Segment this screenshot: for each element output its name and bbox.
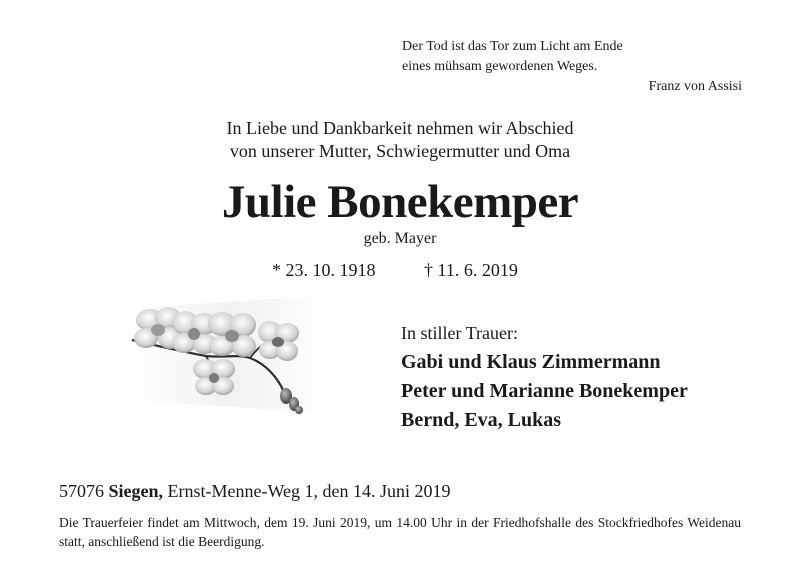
- address-street-date: Ernst-Menne-Weg 1, den 14. Juni 2019: [167, 481, 451, 501]
- quote-line-1: Der Tod ist das Tor zum Licht am Ende: [402, 39, 623, 54]
- maiden-name: geb. Mayer: [363, 230, 437, 247]
- quote-line-2: eines mühsam gewordenen Weges.: [402, 59, 598, 74]
- mourners-block: [401, 318, 688, 435]
- mourners-heading: In stiller Trauer:: [401, 323, 518, 343]
- intro-line-2: von unserer Mutter, Schwiegermutter und Oma: [229, 141, 571, 161]
- mourner-family-1: Gabi und Klaus Zimmermann: [401, 351, 661, 373]
- mourner-family-3: Bernd, Eva, Lukas: [401, 409, 562, 431]
- mourner-family-2: Peter und Marianne Bonekemper: [401, 380, 688, 402]
- birth-date: * 23. 10. 1918: [272, 260, 376, 280]
- deceased-name: Julie Bonekemper: [221, 176, 579, 228]
- death-date: † 11. 6. 2019: [424, 260, 518, 280]
- address-city: Siegen,: [108, 481, 164, 501]
- quote-author: Franz von Assisi: [648, 79, 742, 94]
- life-dates: [0, 258, 800, 282]
- intro-line-1: In Liebe und Dankbarkeit nehmen wir Abschied: [226, 118, 574, 138]
- address-zip: 57076: [59, 481, 104, 501]
- orchid-branch-image: [128, 296, 330, 414]
- address-line: [59, 479, 451, 503]
- quote-block: [402, 37, 742, 97]
- intro-text: [0, 117, 800, 163]
- funeral-notice: Die Trauerfeier findet am Mittwoch, dem 19. Juni 2019, um 14.00 Uhr in der Friedhofshalle des Stockfriedhofes Weidenau statt, anschließend ist die Beerdigung.: [59, 515, 741, 549]
